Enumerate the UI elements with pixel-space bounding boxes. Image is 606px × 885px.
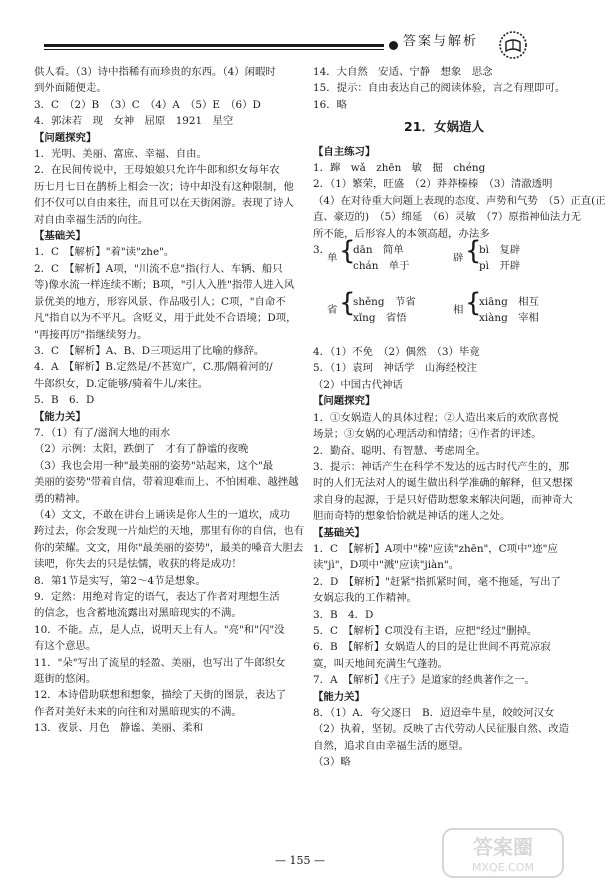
header-rule-thick bbox=[44, 44, 384, 47]
section-heading: 【能力关】 bbox=[34, 410, 86, 423]
watermark-url: MXQE.COM bbox=[472, 861, 534, 874]
polyphone-table bbox=[313, 236, 575, 344]
text-line: 4．（1）不免 （2）偶然 （3）毕竟 bbox=[313, 346, 480, 359]
text-line: 1．蹿 wǎ zhēn 敏 掘 chéng bbox=[313, 162, 486, 175]
text-line: 1．C 【解析】"着"读"zhe"。 bbox=[34, 246, 175, 259]
text-line: 4．A 【解析】B.定然是/不甚宽广，C.那/隔着河的/ bbox=[34, 361, 273, 374]
text-line: 时的人们无法对人的诞生做出科学准确的解释，但又想探 bbox=[313, 477, 573, 490]
polyphone-char: 辟 bbox=[453, 252, 464, 265]
text-line: 13．夜景、月色 静谧、美丽、柔和 bbox=[34, 722, 204, 735]
text-line: 读吧，你失去的只是怯懦，收获的将是成功！ bbox=[34, 558, 242, 571]
section-heading: 【基础关】 bbox=[313, 526, 365, 539]
text-line: 女娲忘我的工作精神。 bbox=[313, 592, 417, 605]
text-line: 等)像水流一样连续不断；B项，"引人入胜"指带人进入风 bbox=[34, 279, 295, 292]
item-number: 3． bbox=[313, 244, 331, 257]
text-line: 12．本诗借助联想和想象，描绘了天街的图景，表达了 bbox=[34, 689, 287, 702]
text-line: 美丽的姿势"带着自信，带着迎难而上、不怕困难、越挫越 bbox=[34, 476, 299, 489]
polyphone-char: 单 bbox=[327, 252, 338, 265]
text-line: 勇的精神。 bbox=[34, 492, 86, 505]
text-line: 8．第1节是实写，第2～4节是想象。 bbox=[34, 574, 206, 587]
self-practice-section bbox=[313, 144, 606, 242]
text-line: 15．提示：自由表达自己的阅读体验，言之有理即可。 bbox=[313, 82, 566, 95]
text-line: 11．"朵"写出了流星的轻盈、美丽，也写出了牛郎织女 bbox=[34, 656, 286, 669]
text-line: 8．（1）A．夸父逐日 B．迢迢牵牛星，皎皎河汉女 bbox=[313, 707, 555, 719]
text-line: 所不能，后形容人的本领高超，办法多 bbox=[313, 227, 490, 240]
brace-icon: { bbox=[339, 288, 356, 319]
polyphone-char: 相 bbox=[453, 304, 464, 317]
polyphone-reading: xiàng 宰相 bbox=[479, 312, 539, 325]
section-heading: 【自主练习】 bbox=[313, 145, 376, 158]
text-line: 2．勤奋、聪明、有智慧、考虑周全。 bbox=[313, 444, 486, 457]
text-line: （3）我也会用一种"最美丽的姿势"站起来，这个"最 bbox=[34, 459, 274, 472]
text-line: 你的荣耀。文文，用你"最美丽的姿势"，最美的嗓音大胆去 bbox=[34, 541, 304, 554]
text-line: 7．A 【解析】《庄子》是道家的经典著作之一。 bbox=[313, 674, 535, 687]
text-line: "再接再厉"指继续努力。 bbox=[34, 328, 148, 341]
text-line: 牛郎织女，D.定能够/骑着牛儿/来往。 bbox=[34, 377, 209, 390]
text-line: （3）略 bbox=[313, 756, 351, 769]
polyphone-reading: pì 开辟 bbox=[479, 260, 521, 273]
header-rule-thin bbox=[44, 49, 384, 50]
header-bullet-icon bbox=[389, 41, 398, 50]
polyphone-reading: xiāng 相互 bbox=[479, 296, 539, 309]
section-heading: 【问题探究】 bbox=[313, 395, 376, 408]
text-line: 有这个意思。 bbox=[34, 640, 97, 653]
text-line: 10．不能。点，是人点，说明天上有人。"亮"和"闪"没 bbox=[34, 623, 285, 636]
page-number: — 155 — bbox=[275, 854, 325, 867]
text-line: 1．①女娲造人的具体过程；②人造出来后的欢欣喜悦 bbox=[313, 411, 559, 424]
watermark-title: 答案圈 bbox=[473, 835, 533, 859]
text-line: 凡"指自以为不平凡。含贬义，用于此处不合语境；D项， bbox=[34, 312, 297, 325]
text-line: 5．B 6．D bbox=[34, 394, 95, 407]
text-line: 14．大自然 安适、宁静 想象 思念 bbox=[313, 66, 493, 78]
text-line: 求自身的起源，于是只好借助想象来解决问题，而神奇大 bbox=[313, 493, 573, 506]
text-line: 1．光明、美丽、富庶、幸福、自由。 bbox=[34, 148, 207, 161]
right-bottom-answers bbox=[313, 344, 575, 771]
text-line: 对自由幸福生活的向往。 bbox=[34, 213, 149, 226]
text-line: 1．C 【解析】A项中"榛"应读"zhēn"，C项中"迹"应 bbox=[313, 542, 558, 555]
text-line: 胆而奇特的想象恰恰就是神话的迷人之处。 bbox=[313, 510, 511, 523]
text-line: 2．（1）繁荣，旺盛 （2）莽莽榛榛 （3）清澈透明 bbox=[313, 178, 553, 191]
text-line: 历七月七日在鹊桥上相会一次；诗中却没有这种限制，他 bbox=[34, 180, 294, 193]
text-line: 自然，追求自由幸福生活的愿望。 bbox=[313, 739, 469, 752]
text-line: 3．C 【解析】A、B、D三项运用了比喻的修辞。 bbox=[34, 344, 265, 357]
text-line: （2）中国古代神话 bbox=[313, 378, 403, 391]
text-line: （4）在对待重大问题上表现的态度、声势和气势 （5）正直(正 bbox=[313, 194, 606, 207]
left-column bbox=[34, 64, 304, 737]
text-line: 逛街的悠闲。 bbox=[34, 673, 97, 686]
text-line: 供人看。（3）诗中指稀有而珍贵的东西。（4）闲暇时 bbox=[34, 66, 276, 78]
text-line: 5．（1）袁珂 神话学 山海经校注 bbox=[313, 362, 477, 375]
section-heading: 【问题探究】 bbox=[34, 131, 97, 144]
polyphone-reading: xǐng 省悟 bbox=[353, 312, 407, 325]
section-heading: 【能力关】 bbox=[313, 690, 365, 703]
text-line: 场景；③女娲的心理活动和情绪；④作者的评述。 bbox=[313, 428, 542, 441]
polyphone-reading: bì 复辟 bbox=[479, 244, 521, 257]
text-line: 读"jì"，D项中"溅"应读"jiàn"。 bbox=[313, 559, 460, 572]
text-line: 5．C 【解析】C项没有主语，应把"经过"删掉。 bbox=[313, 624, 538, 637]
text-line: 的信念，也含蓄地流露出对黑暗现实的不满。 bbox=[34, 607, 242, 620]
brace-icon: { bbox=[339, 236, 356, 267]
chapter-title: 21．女娲造人 bbox=[404, 119, 484, 135]
watermark-logo-icon bbox=[442, 828, 564, 878]
polyphone-char: 省 bbox=[327, 304, 338, 317]
text-line: 到外面随便走。 bbox=[34, 82, 107, 95]
right-top-answers bbox=[313, 64, 575, 113]
text-line: 作者对美好未来的向往和对黑暗现实的不满。 bbox=[34, 705, 242, 718]
text-line: 景优美的地方，形容风景、作品吸引人；C项，"自命不 bbox=[34, 295, 286, 308]
section-heading: 【基础关】 bbox=[34, 230, 86, 243]
text-line: 3．B 4．D bbox=[313, 608, 374, 621]
text-line: 2．C 【解析】A项，"川流不息"指(行人、车辆、船只 bbox=[34, 262, 283, 275]
text-line: 3．C （2）B （3）C （4）A （5）E （6）D bbox=[34, 98, 261, 111]
text-line: 6．B 【解析】女娲造人的目的是让世间不再荒凉寂 bbox=[313, 641, 551, 654]
text-line: 4．郭沫若 现 女神 屈原 1921 星空 bbox=[34, 115, 234, 128]
text-line: 寞，叫天地间充满生气蓬勃。 bbox=[313, 657, 449, 670]
polyphone-reading: chán 单于 bbox=[353, 260, 410, 273]
text-line: 16．略 bbox=[313, 98, 348, 111]
text-line: 2．在民间传说中，王母娘娘只允许牛郎和织女每年农 bbox=[34, 164, 280, 177]
text-line: 9．定然：用绝对肯定的语气，表达了作者对理想生活 bbox=[34, 591, 280, 603]
text-line: （2）执着，坚韧。反映了古代劳动人民征服自然、改造 bbox=[313, 723, 569, 736]
text-line: （2）示例：太阳，跌倒了 才有了静谧的夜晚 bbox=[34, 443, 249, 456]
text-line: 们不仅可以自由来往，而且可以在天街闲游。表现了诗人 bbox=[34, 197, 294, 210]
page-header bbox=[44, 30, 570, 56]
polyphone-reading: dān 简单 bbox=[353, 244, 404, 257]
brace-icon: { bbox=[465, 288, 482, 319]
text-line: 2．D 【解析】"赶紧"指抓紧时间，毫不拖延，写出了 bbox=[313, 575, 561, 588]
text-line: （4）文文，不敢在讲台上诵读是你人生的一道坎，成功 bbox=[34, 508, 290, 521]
book-logo-icon bbox=[498, 30, 528, 60]
text-line: 7．（1）有了/滋润大地的雨水 bbox=[34, 426, 171, 439]
brace-icon: { bbox=[465, 236, 482, 267]
polyphone-reading: shěng 节省 bbox=[353, 296, 416, 309]
header-title: 答案与解析 bbox=[402, 34, 478, 49]
text-line: 3．提示：神话产生在科学不发达的远古时代产生的，那 bbox=[313, 460, 569, 473]
right-column bbox=[313, 64, 606, 771]
text-line: 跨过去，你会发现一片灿烂的天地，那里有你的自信，也有 bbox=[34, 525, 305, 538]
text-line: 直、豪迈的) （5）绵延 （6）灵敏 （7）原指神仙法力无 bbox=[313, 211, 582, 224]
